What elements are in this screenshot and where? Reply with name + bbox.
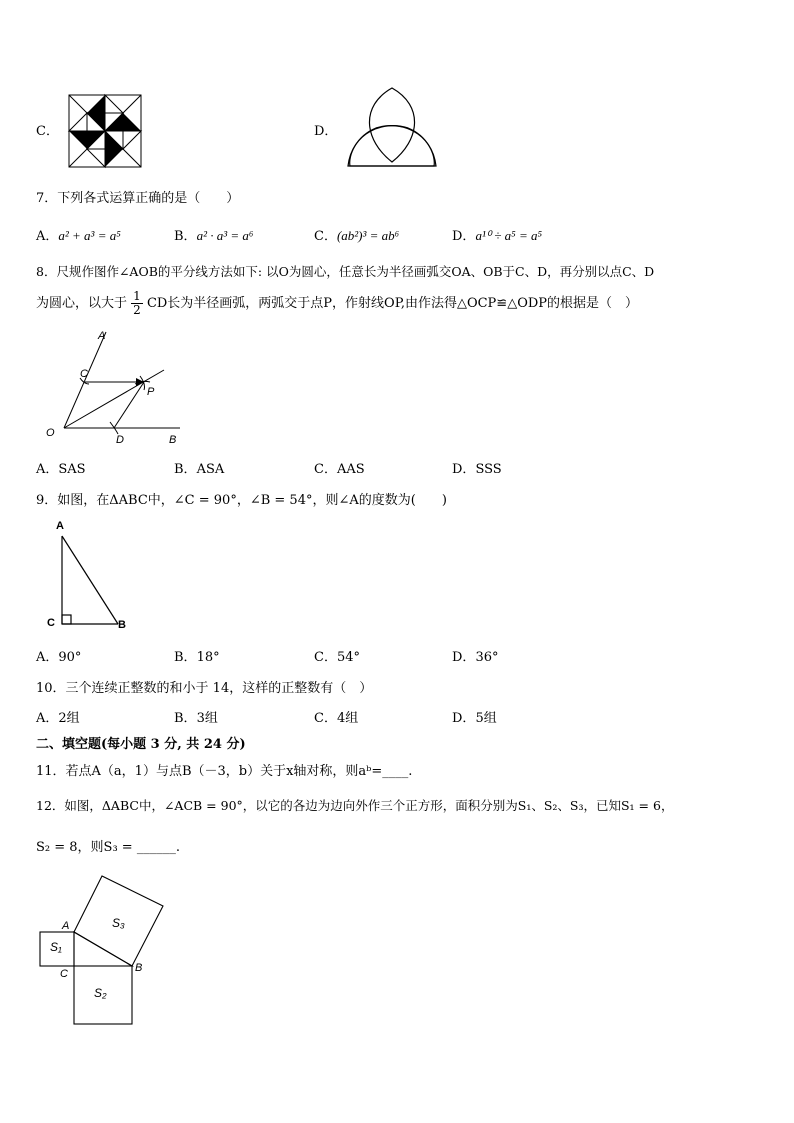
q9-label-a: A (56, 520, 64, 532)
q7-option-b-expr: a² · a³ = a⁶ (196, 228, 254, 243)
q10-option-c[interactable]: C．4组 (314, 711, 359, 726)
q10-stem: 10．三个连续正整数的和小于 14，这样的正整数有（ ） (36, 681, 373, 696)
q8-fraction: $\frac{1}{2}$ (133, 289, 141, 317)
q9-option-b[interactable]: B．18° (174, 650, 220, 665)
q8-label-d: D (116, 434, 124, 446)
option-c-label: C． (36, 124, 59, 139)
q8-label-p: P (147, 386, 155, 398)
q9-option-c[interactable]: C．54° (314, 650, 360, 665)
q8-option-d[interactable]: D．SSS (452, 462, 502, 477)
q10-option-b[interactable]: B．3组 (174, 711, 218, 726)
q7-stem: 7．下列各式运算正确的是（ ） (36, 191, 240, 206)
q8-option-c[interactable]: C．AAS (314, 462, 365, 477)
q12-stem-line2: S₂ = 8，则S₃ = ______. (36, 840, 180, 855)
q10-option-d[interactable]: D．5组 (452, 711, 497, 726)
q8-label-o: O (46, 427, 55, 439)
q12-stem-line1: 12．如图，ΔABC中，∠ACB = 90°，以它的各边为边向外作三个正方形，面积分别为S₁、S₂、S₃，已知S₁ = 6， (36, 798, 674, 813)
q7-option-c[interactable]: C．(ab²)³ = ab⁶ (314, 228, 400, 244)
q9-option-a[interactable]: A．90° (36, 650, 82, 665)
q12-label-c: C (60, 968, 68, 980)
q12-label-s2: S₂ (94, 986, 107, 1000)
q7-option-c-expr: (ab²)³ = ab⁶ (336, 228, 400, 243)
q7-option-b[interactable]: B．a² · a³ = a⁶ (174, 228, 254, 244)
q9-stem: 9．如图，在ΔABC中，∠C = 90°，∠B = 54°，则∠A的度数为( ) (36, 493, 447, 508)
option-d-label: D． (314, 124, 338, 139)
q8-label-c: C (80, 368, 88, 380)
q11-stem: 11．若点A（a，1）与点B（－3，b）关于x轴对称，则aᵇ=____. (36, 764, 413, 779)
q12-label-s3: S₃ (112, 916, 125, 930)
q7-option-d[interactable]: D．a¹⁰ ÷ a⁵ = a⁵ (452, 228, 542, 244)
angle-bisector-figure (40, 328, 190, 448)
q7-option-a[interactable]: A．a² + a³ = a⁵ (36, 228, 121, 244)
q8-option-a[interactable]: A．SAS (36, 462, 86, 477)
q7-option-a-expr: a² + a³ = a⁵ (58, 228, 121, 243)
q9-label-c: C (47, 617, 55, 629)
q12-label-a: A (62, 920, 70, 932)
q8-stem-line2: 为圆心，以大于 $\frac{1}{2}$ CD长为半径画弧，两弧交于点P，作射线OP,由作法得△OCP≌△ODP的根据是（ ） (36, 289, 639, 317)
q12-label-s1: S₁ (50, 940, 62, 954)
trefoil-figure (346, 86, 438, 170)
q8-stem-line1: 8．尺规作图作∠AOB的平分线方法如下: 以O为圆心，任意长为半径画弧交OA、OB于C、D，再分别以点C、D (36, 264, 655, 279)
right-triangle-figure (58, 532, 122, 628)
q8-label-a: A (98, 330, 106, 342)
q8-label-b: B (169, 434, 177, 446)
q9-option-d[interactable]: D．36° (452, 650, 499, 665)
q12-label-b: B (135, 962, 143, 974)
section2-heading: 二、填空题(每小题 3 分, 共 24 分) (36, 737, 246, 752)
pinwheel-figure (68, 94, 142, 168)
q9-label-b: B (118, 619, 126, 631)
q10-option-a[interactable]: A．2组 (36, 711, 80, 726)
q7-option-d-expr: a¹⁰ ÷ a⁵ = a⁵ (475, 228, 542, 243)
q8-option-b[interactable]: B．ASA (174, 462, 225, 477)
